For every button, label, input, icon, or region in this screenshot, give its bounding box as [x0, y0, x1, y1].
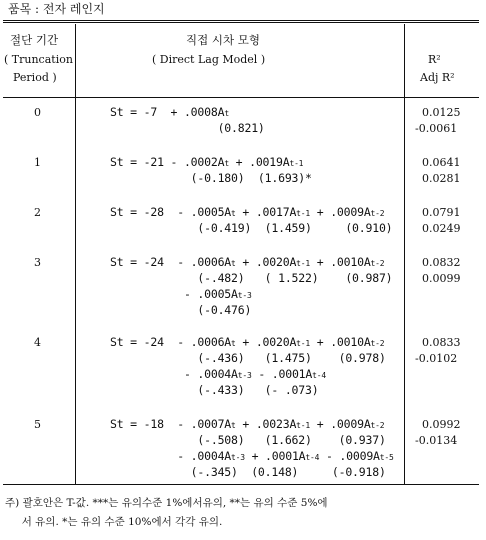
subscript: t-5: [379, 453, 394, 462]
header-r2: R²: [428, 53, 441, 66]
subscript: t: [231, 209, 236, 218]
header-model-line1: 직접 시차 모형: [186, 33, 260, 47]
row-period: 0: [34, 106, 41, 119]
r2-value: 0.0641: [422, 156, 461, 169]
table-bottom-rule: [3, 484, 479, 485]
header-model-line2: ( Direct Lag Model ): [152, 53, 266, 66]
equation-line: St = -24 - .0006At + .0020At-1 + .0010At-2: [110, 255, 385, 269]
subscript: t-1: [296, 421, 311, 430]
r2-value: 0.0833: [422, 336, 461, 349]
table-top-rule: [3, 20, 479, 23]
footnote-line1: 주) 괄호안은 T-값. ***는 유의수준 1%에서유의, **는 유의 수준 5%에: [5, 497, 328, 509]
equation-line: (-.436) (1.475) (0.978): [110, 351, 386, 365]
equation-line: St = -24 - .0006At + .0020At-1 + .0010At-2: [110, 335, 385, 349]
equation-line: - .0004At-3 + .0001At-4 - .0009At-5: [110, 449, 394, 463]
equation-line: (-.433) (- .073): [110, 383, 319, 397]
subscript: t-2: [370, 339, 385, 348]
r2-value: 0.0992: [422, 418, 461, 431]
subscript: t-1: [296, 339, 311, 348]
table-title: 품목 : 전자 레인지: [8, 2, 105, 16]
header-adj-r2: Adj R²: [420, 71, 455, 84]
subscript: t-1: [296, 209, 311, 218]
equation-line: - .0004At-3 - .0001At-4: [110, 367, 326, 381]
header-truncation-line3: Period ): [13, 71, 57, 84]
row-period: 2: [34, 206, 41, 219]
equation-line: (-.508) (1.662) (0.937): [110, 433, 386, 447]
row-period: 4: [34, 336, 41, 349]
header-truncation-line2: ( Truncation: [4, 53, 73, 66]
subscript: t-2: [370, 421, 385, 430]
subscript: t: [224, 109, 229, 118]
header-truncation-line1: 절단 기간: [10, 33, 59, 47]
footnote-line2: 서 유의. *는 유의 수준 10%에서 각각 유의.: [5, 516, 223, 528]
subscript: t-4: [312, 371, 326, 380]
column-divider-2: [404, 24, 405, 484]
adj-r2-value: 0.0249: [422, 222, 461, 235]
subscript: t: [231, 259, 236, 268]
equation-line: (0.821): [110, 121, 265, 135]
equation-line: - .0005At-3: [110, 287, 252, 301]
subscript: t-1: [296, 259, 311, 268]
row-period: 1: [34, 156, 41, 169]
subscript: t-3: [237, 371, 252, 380]
row-period: 3: [34, 256, 41, 269]
equation-line: (-0.419) (1.459) (0.910): [110, 221, 393, 235]
subscript: t-3: [231, 453, 245, 462]
equation-line: (-.482) ( 1.522) (0.987): [110, 271, 393, 285]
subscript: t-2: [370, 209, 385, 218]
column-divider-1: [75, 24, 76, 484]
equation-line: (-0.476): [110, 303, 252, 317]
equation-line: St = -7 + .0008At: [110, 105, 229, 119]
r2-value: 0.0125: [422, 106, 461, 119]
adj-r2-value: -0.0134: [415, 434, 458, 447]
adj-r2-value: 0.0099: [422, 272, 461, 285]
subscript: t-4: [305, 453, 320, 462]
subscript: t-3: [237, 291, 252, 300]
r2-value: 0.0832: [422, 256, 461, 269]
equation-line: St = -28 - .0005At + .0017At-1 + .0009At-2: [110, 205, 385, 219]
subscript: t-1: [289, 159, 304, 168]
equation-line: (-0.180) (1.693)*: [110, 171, 312, 185]
row-period: 5: [34, 418, 41, 431]
subscript: t: [231, 339, 236, 348]
adj-r2-value: -0.0061: [415, 122, 458, 135]
equation-line: St = -18 - .0007At + .0023At-1 + .0009At-2: [110, 417, 385, 431]
adj-r2-value: -0.0102: [415, 352, 458, 365]
equation-line: St = -21 - .0002At + .0019At-1: [110, 155, 304, 169]
equation-line: (-.345) (0.148) (-0.918): [110, 465, 386, 479]
subscript: t: [231, 421, 236, 430]
subscript: t: [224, 159, 229, 168]
subscript: t-2: [370, 259, 385, 268]
adj-r2-value: 0.0281: [422, 172, 461, 185]
r2-value: 0.0791: [422, 206, 461, 219]
